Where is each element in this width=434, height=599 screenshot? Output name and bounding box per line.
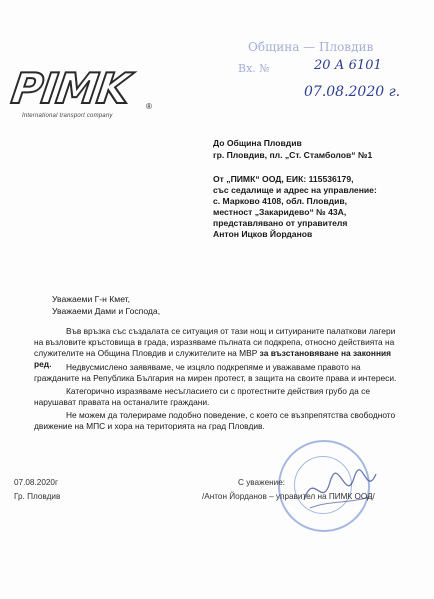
paragraph-1-text: Във връзка със създалата се ситуация от тази нощ и ситуираните палаткови лагери на възловите кръстовища в града, изразяваме пълната си подкрепа, относно действията на служителите на Община Пловдив и служителите на МВР [34,326,396,358]
addressee-line-2: гр. Пловдив, пл. „Ст. Стамболов“ №1 [213,150,373,160]
letter-city: Гр. Пловдив [14,492,61,501]
letter-date: 07.08.2020г [14,478,58,487]
logo-registered-mark: ® [146,102,152,111]
company-logo [10,66,160,126]
sender-line-1: От „ПИМК“ ООД, ЕИК: 115536179, [213,174,354,184]
signature-scribble [300,460,380,520]
regards-label: С уважение: [238,478,286,487]
logo-tagline: International transport company [22,113,113,119]
paragraph-2 [34,362,406,384]
salutation-ladies-gentlemen: Уважаеми Дами и Господа, [52,306,161,316]
paragraph-1-emphasis: за възстановяване на законния ред. [34,348,392,369]
sender-line-5: представлявано от управителя [213,218,348,228]
stamp-incoming-label: Вх. № [238,62,270,75]
sender-line-3: с. Марково 4108, обл. Пловдив, [213,196,348,206]
registration-stamp [238,40,414,110]
paragraph-3 [34,386,406,408]
stamp-handwritten-number: 20 А 6101 [314,58,382,73]
sender-line-4: местност „Закаридево“ № 43А, [213,207,347,217]
signatory-name: /Антон Йорданов – управител на ПИМК ООД/ [202,492,375,501]
addressee-line-1: До Община Пловдив [213,138,302,148]
sender-line-2: със седалище и адрес на управление: [213,185,377,195]
stamp-municipality: Община — Пловдив [248,40,374,54]
paragraph-4-text: Не можем да толерираме подобно поведение, с което се възпрепятства свободното движение на МПС и хора на територията на град Пловдив. [34,410,396,431]
salutation-mayor: Уважаеми Г-н Кмет, [52,294,131,304]
paragraph-4 [34,410,406,432]
paragraph-2-text: Недвусмислено заявяваме, че изцяло подкрепяме и уважаваме правото на гражданите на Република България на мирен протест, в защита на своите права и интереси. [34,362,397,383]
logo-wordmark: PIMK [8,64,133,113]
stamp-handwritten-date: 07.08.2020 г. [304,84,401,100]
sender-line-6: Антон Ицков Йорданов [213,229,313,239]
paragraph-3-text: Категорично изразяваме несъгласието си с протестните действия грубо да се нарушават правата на останалите граждани. [34,386,371,407]
